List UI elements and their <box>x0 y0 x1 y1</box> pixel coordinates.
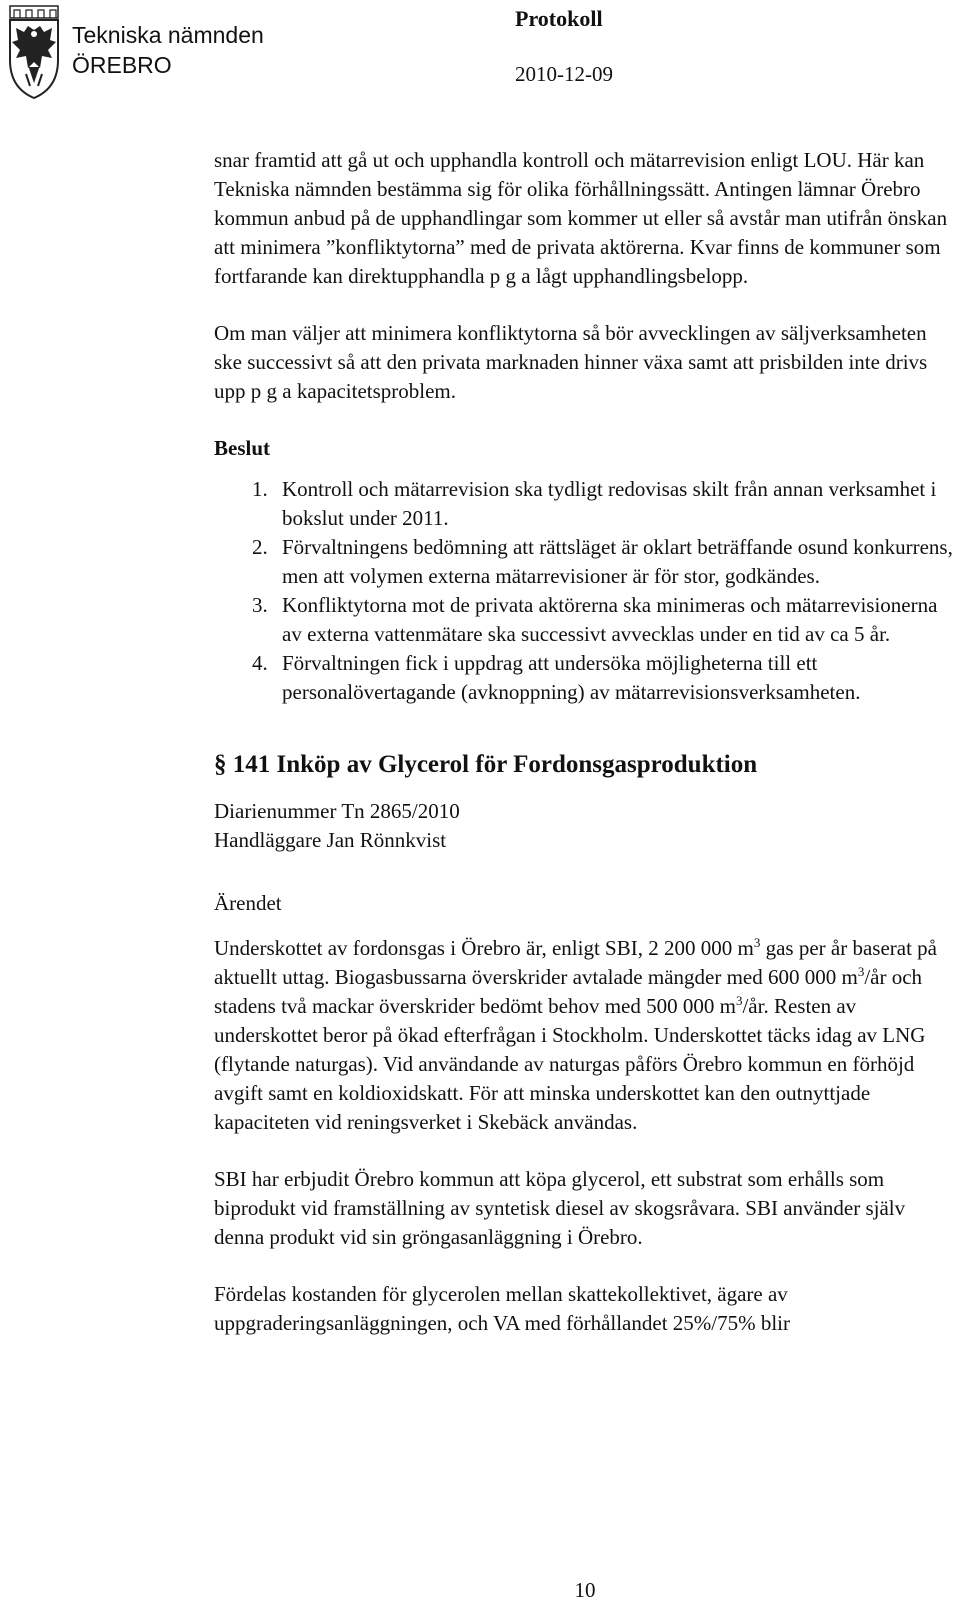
paragraph-1: snar framtid att gå ut och upphandla kontroll och mätarrevision enligt LOU. Här kan Tekniska nämnden bestämma sig för olika förhållningssätt. Antingen lämnar Örebro kommun anbud på de upphandlingar som kommer ut eller så avstår man utifrån önskan att minimera ”konfliktytorna” med de privata aktörerna. Kvar finns de kommuner som fortfarande kan direktupphandla p g a lågt upphandlingsbelopp. <box>214 148 948 288</box>
text-segment: /år. Resten av underskottet beror på ökad efterfrågan i Stockholm. Underskottet täcks idag av LNG (flytande naturgas). Vid användande av naturgas påförs Örebro kommun en förhöjd avgift samt en koldioxidskatt. För att minska underskottet kan den outnyttjade kapaciteten vid reningsverket i Skebäck användas. <box>214 994 926 1134</box>
decision-number: 2. <box>252 535 268 559</box>
superscript: 3 <box>857 964 865 979</box>
decision-list <box>214 475 954 707</box>
arendet-paragraph-3: Fördelas kostanden för glycerolen mellan skattekollektivet, ägare av uppgraderingsanläggningen, och VA med förhållandet 25%/75% blir <box>214 1282 791 1335</box>
orebro-coat-of-arms-icon <box>6 4 62 100</box>
document-type: Protokoll <box>515 6 603 31</box>
document-date: 2010-12-09 <box>515 62 613 86</box>
decision-text: Förvaltningen fick i uppdrag att undersöka möjligheterna till ett personalövertagande (avknoppning) av mätarrevisionsverksamheten. <box>282 651 861 704</box>
decision-number: 4. <box>252 651 268 675</box>
section-title: § 141 Inköp av Glycerol för Fordonsgasproduktion <box>214 751 758 778</box>
superscript: 3 <box>753 935 761 950</box>
superscript: 3 <box>735 993 743 1008</box>
org-name-line2: ÖREBRO <box>72 52 172 78</box>
arendet-paragraph-2: SBI har erbjudit Örebro kommun att köpa glycerol, ett substrat som erhålls som biprodukt vid framställning av syntetisk diesel av skogsråvara. SBI använder själv denna produkt vid sin gröngasanläggning i Örebro. <box>214 1167 906 1249</box>
decision-item <box>214 475 954 533</box>
decision-number: 1. <box>252 477 268 501</box>
organization-name <box>72 20 264 80</box>
text-segment: /år och stadens två mackar överskrider bedömt behov med 500 000 m <box>214 965 923 1018</box>
decision-text: Kontroll och mätarrevision ska tydligt redovisas skilt från annan verksamhet i bokslut under 2011. <box>282 477 937 530</box>
org-name-line1: Tekniska nämnden <box>72 22 264 48</box>
text-segment: gas per år baserat på aktuellt uttag. Biogasbussarna överskrider avtalade mängder med 600 000 m <box>214 936 937 989</box>
decision-item <box>214 649 954 707</box>
document-body <box>214 146 954 1366</box>
case-metadata <box>214 797 954 855</box>
decision-item <box>214 533 954 591</box>
page-number: 10 <box>574 1578 596 1602</box>
decision-text: Konfliktytorna mot de privata aktörerna ska minimeras och mätarrevisionerna av externa vattenmätare ska successivt avvecklas under en tid av ca 5 år. <box>282 593 938 646</box>
decision-item <box>214 591 954 649</box>
text-segment: Underskottet av fordonsgas i Örebro är, enligt SBI, 2 200 000 m <box>214 936 754 960</box>
diarienummer: Diarienummer Tn 2865/2010 <box>214 799 460 823</box>
handlaggare: Handläggare Jan Rönnkvist <box>214 828 447 852</box>
paragraph-2: Om man väljer att minimera konfliktytorna så bör avvecklingen av säljverksamheten ske successivt så att den privata marknaden hinner växa samt att prisbilden inte drivs upp p g a kapacitetsproblem. <box>214 321 928 403</box>
beslut-heading: Beslut <box>214 436 271 460</box>
decision-text: Förvaltningens bedömning att rättsläget är oklart beträffande osund konkurrens, men att volymen externa mätarrevisioner är för stor, godkändes. <box>282 535 953 588</box>
decision-number: 3. <box>252 593 268 617</box>
arendet-heading: Ärendet <box>214 891 282 915</box>
arendet-paragraph-1 <box>214 934 954 1137</box>
